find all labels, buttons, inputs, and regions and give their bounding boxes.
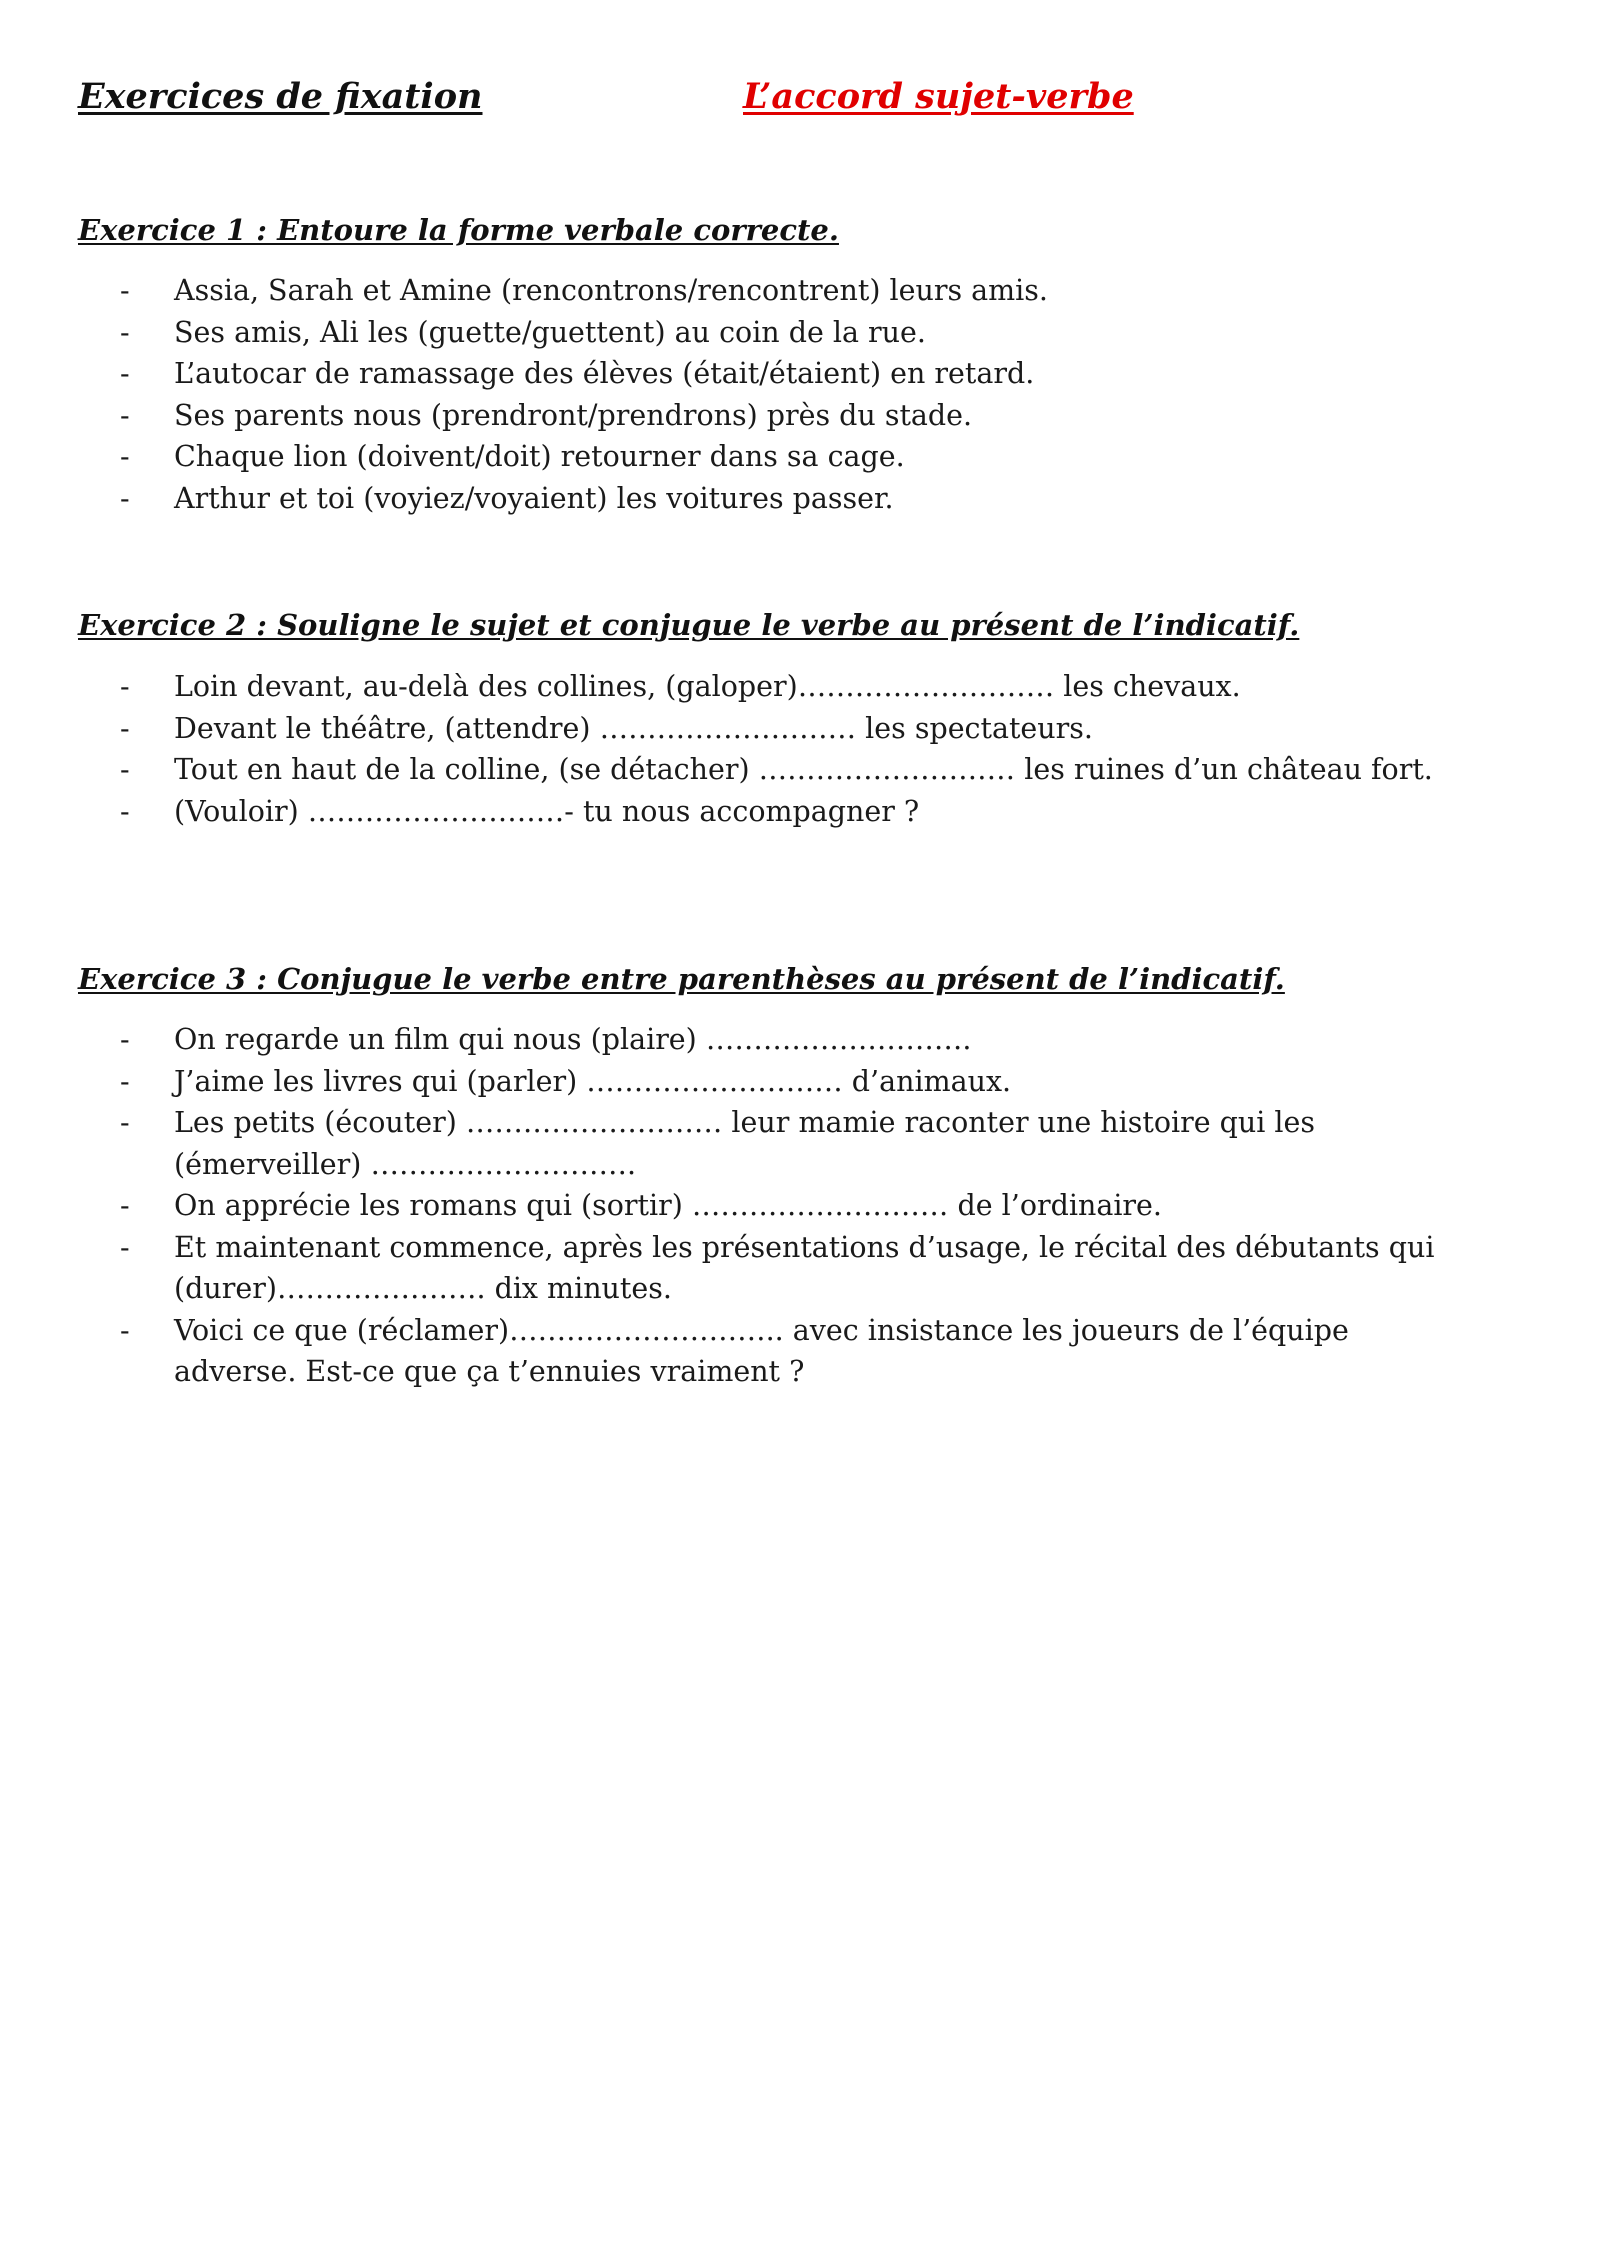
item-text: Ses parents nous (prendront/prendrons) près du stade. — [174, 398, 973, 432]
list-bullet: - — [120, 440, 130, 473]
exercise-1-list — [120, 270, 1480, 519]
item-text: L’autocar de ramassage des élèves (était/étaient) en retard. — [174, 357, 1035, 390]
list-bullet: - — [120, 398, 130, 432]
list-item — [120, 478, 1480, 520]
item-text: Et maintenant commence, après les présentations d’usage, le récital des débutants qui (durer)…………………. dix minutes. — [174, 1230, 1435, 1305]
exercise-2-title: Exercice 2 : Souligne le sujet et conjugue le verbe au présent de l’indicatif. — [78, 608, 1300, 642]
list-item — [120, 353, 1480, 395]
item-text: (Vouloir) ………………………- tu nous accompagner ? — [174, 794, 920, 828]
item-text: Ses amis, Ali les (guette/guettent) au coin de la rue. — [174, 315, 926, 349]
item-text: On regarde un film qui nous (plaire) ………………………. — [174, 1023, 972, 1056]
list-item — [120, 1310, 1480, 1393]
list-item — [120, 395, 1480, 437]
list-bullet: - — [120, 753, 130, 786]
exercise-2-list — [120, 666, 1480, 832]
list-item — [120, 1227, 1480, 1310]
list-item — [120, 708, 1480, 750]
list-item — [120, 1019, 1480, 1061]
list-bullet: - — [120, 274, 130, 307]
list-bullet: - — [120, 1106, 130, 1139]
list-bullet: - — [120, 1230, 130, 1264]
list-item — [120, 666, 1480, 708]
list-item — [120, 749, 1480, 791]
list-bullet: - — [120, 481, 130, 515]
item-text: Les petits (écouter) ……………………… leur mamie raconter une histoire qui les (émerveiller) ………………………. — [174, 1106, 1316, 1181]
list-bullet: - — [120, 357, 130, 390]
lesson-title: L’accord sujet-verbe — [743, 76, 1134, 117]
list-item — [120, 436, 1480, 478]
item-text: Assia, Sarah et Amine (rencontrons/rencontrent) leurs amis. — [174, 274, 1048, 307]
item-text: Devant le théâtre, (attendre) ……………………… les spectateurs. — [174, 711, 1093, 745]
worksheet-title: Exercices de fixation — [78, 76, 483, 117]
item-text: Voici ce que (réclamer)……………………….. avec insistance les joueurs de l’équipe adverse. Est-ce que ça t’ennuies vraiment ? — [174, 1313, 1349, 1388]
list-bullet: - — [120, 315, 130, 349]
list-bullet: - — [120, 711, 130, 745]
item-text: Tout en haut de la colline, (se détacher) ……………………… les ruines d’un château fort. — [174, 753, 1433, 786]
list-item — [120, 791, 1480, 833]
item-text: On apprécie les romans qui (sortir) ……………………… de l’ordinaire. — [174, 1189, 1162, 1222]
exercise-3-list — [120, 1019, 1480, 1393]
item-text: J’aime les livres qui (parler) ……………………… d’animaux. — [174, 1064, 1012, 1098]
page-header — [78, 76, 1528, 126]
list-bullet: - — [120, 794, 130, 828]
exercise-3-title: Exercice 3 : Conjugue le verbe entre parenthèses au présent de l’indicatif. — [78, 962, 1285, 996]
list-item — [120, 312, 1480, 354]
list-item — [120, 1061, 1480, 1103]
list-bullet: - — [120, 670, 130, 703]
list-item — [120, 1102, 1480, 1185]
item-text: Loin devant, au-delà des collines, (galoper)……………………… les chevaux. — [174, 670, 1241, 703]
list-bullet: - — [120, 1189, 130, 1222]
list-item — [120, 1185, 1480, 1227]
exercise-1-title: Exercice 1 : Entoure la forme verbale correcte. — [78, 213, 839, 247]
item-text: Arthur et toi (voyiez/voyaient) les voitures passer. — [174, 481, 894, 515]
list-item — [120, 270, 1480, 312]
item-text: Chaque lion (doivent/doit) retourner dans sa cage. — [174, 440, 905, 473]
list-bullet: - — [120, 1313, 130, 1347]
list-bullet: - — [120, 1023, 130, 1056]
list-bullet: - — [120, 1064, 130, 1098]
